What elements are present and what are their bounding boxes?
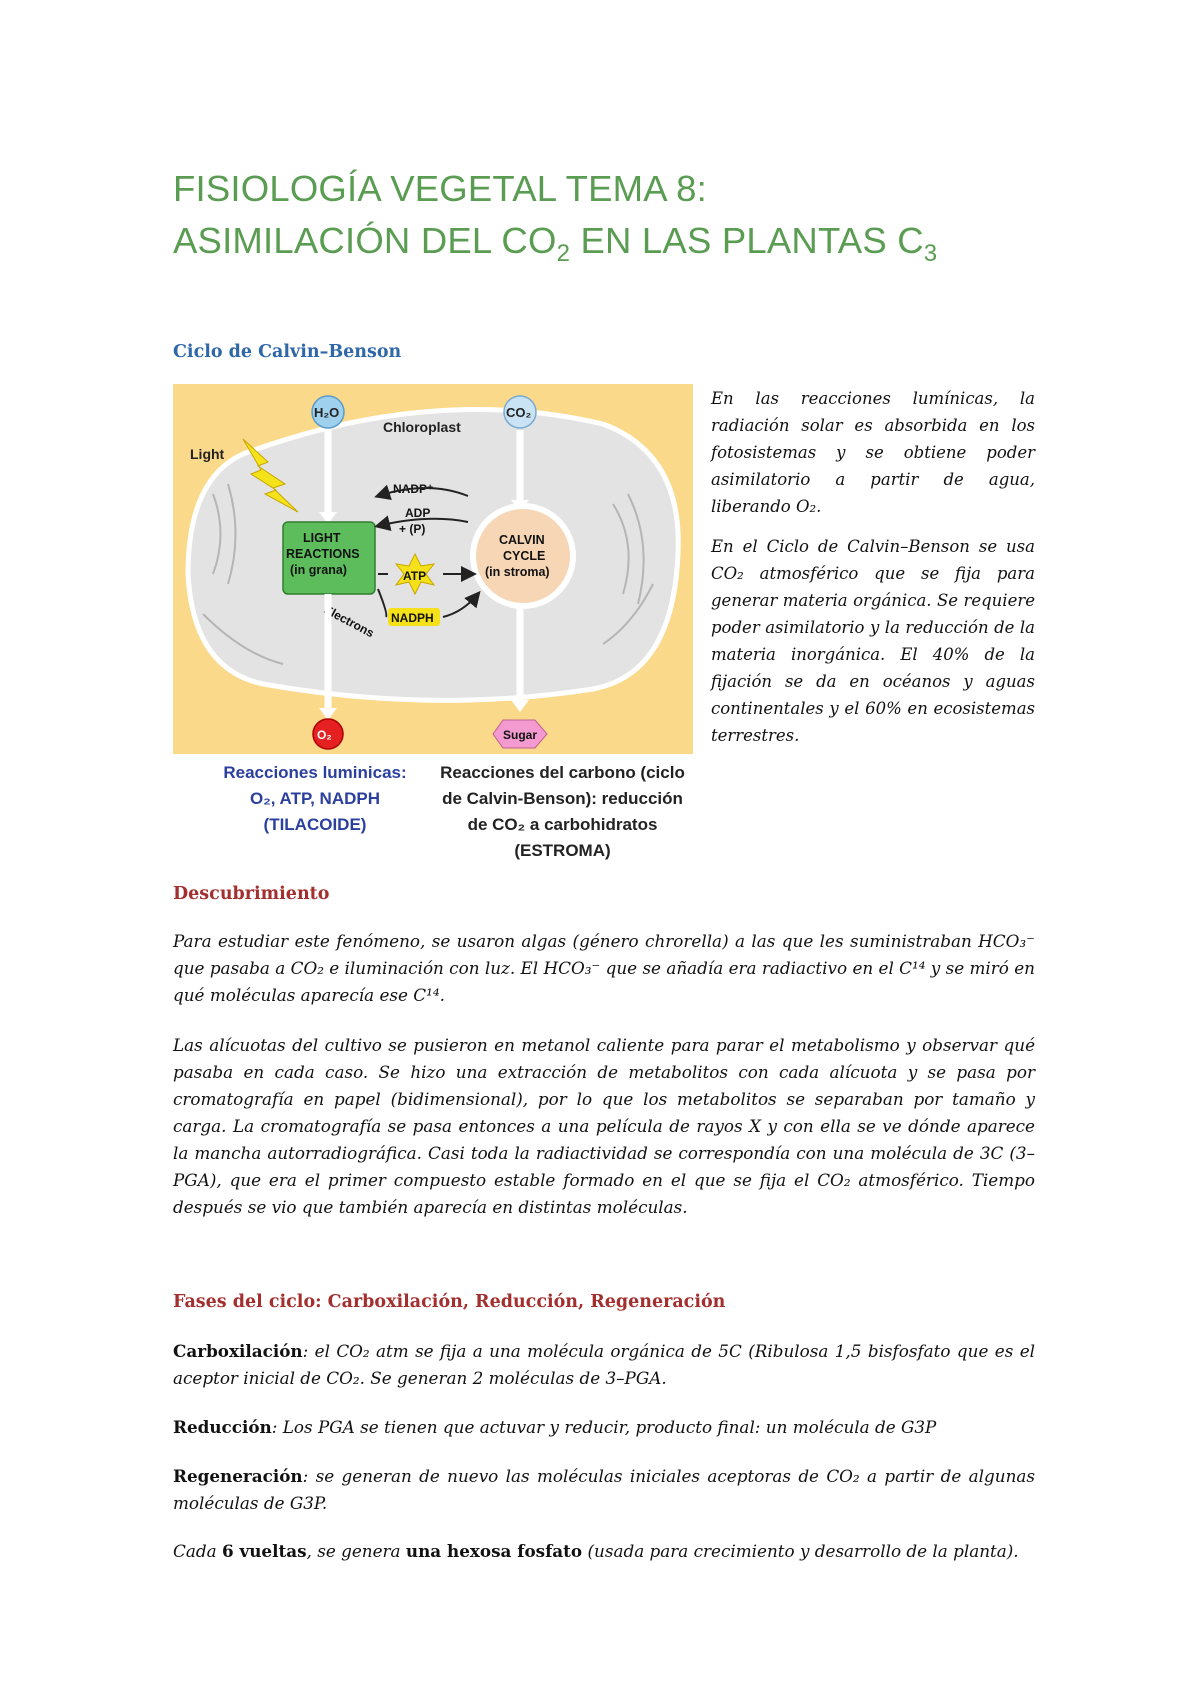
side-paragraph-1: En las reacciones lumínicas, la radiación solar es absorbida en los fotosistemas y se obtiene poder asimilatorio a partir de agua, liberando O₂. (711, 389, 1035, 516)
chloroplast-diagram (173, 384, 693, 754)
label-co2: CO₂ (506, 405, 532, 420)
summary-d: una hexosa fosfato (405, 1541, 583, 1561)
phase-reduction (173, 1414, 1035, 1441)
discovery-paragraph-1: Para estudiar este fenómeno, se usaron algas (género chrorella) a las que les suministraban HCO₃⁻ que pasaba a CO₂ e iluminación con luz. El HCO₃⁻ que se añadía era radiactivo en el C¹⁴ y se miró en qué moléculas aparecía ese C¹⁴. (173, 931, 1035, 1005)
label-nadph: NADPH (391, 611, 434, 625)
label-plus-p: + (P) (399, 522, 426, 536)
summary-b: 6 vueltas (221, 1541, 307, 1561)
title-line-2: ASIMILACIÓN DEL $CO_2$ EN LAS PLANTAS $C_3$ (173, 220, 938, 267)
label-chloroplast: Chloroplast (383, 419, 461, 435)
label-light-reactions-1: LIGHT (303, 531, 341, 545)
document-title (173, 163, 937, 280)
summary-a: Cada (173, 1541, 222, 1561)
label-adp: ADP (405, 506, 431, 520)
title-line-1: FISIOLOGÍA VEGETAL TEMA 8: (173, 168, 707, 209)
caption-right-line-1: Reacciones del carbono (ciclo (440, 763, 685, 782)
term-regeneration: Regeneración (173, 1466, 303, 1486)
label-calvin-2: CYCLE (503, 549, 546, 563)
caption-right-line-4: (ESTROMA) (514, 841, 611, 860)
side-paragraph-2: En el Ciclo de Calvin–Benson se usa CO₂ atmosférico que se fija para generar materia orgánica. Se requiere poder asimilatorio y la reducción de la materia inorgánica. El 40% de la fijación se da en océanos y aguas continentales y el 60% en ecosistemas terrestres. (711, 537, 1035, 745)
side-text (711, 385, 1035, 749)
caption-left-line-1: Reacciones luminicas: (223, 763, 407, 782)
heading-descubrimiento: Descubrimiento (173, 884, 330, 904)
label-o2: O₂ (317, 728, 332, 742)
caption-carbon-reactions (425, 760, 700, 864)
text-regeneration: : se generan de nuevo las moléculas iniciales aceptoras de CO₂ a partir de algunas moléculas de G3P. (173, 1466, 1035, 1513)
label-sugar: Sugar (503, 728, 538, 742)
label-calvin-1: CALVIN (499, 533, 545, 547)
label-calvin-3: (in stroma) (485, 565, 550, 579)
phase-carboxylation (173, 1338, 1035, 1392)
heading-fases-del-ciclo: Fases del ciclo: Carboxilación, Reducción, Regeneración (173, 1292, 726, 1312)
label-nadp: NADP⁺ (393, 482, 434, 496)
caption-right-line-3: de CO₂ a carbohidratos (467, 815, 658, 834)
phase-summary (173, 1538, 1035, 1565)
label-atp: ATP (403, 569, 427, 583)
caption-left-line-3: (TILACOIDE) (263, 815, 367, 834)
text-reduction: : Los PGA se tienen que actuvar y reducir, producto final: un molécula de G3P (271, 1417, 937, 1437)
label-electrons: Electrons (321, 602, 377, 641)
term-carboxylation: Carboxilación (173, 1341, 303, 1361)
term-reduction: Reducción (173, 1417, 272, 1437)
caption-right-line-2: de Calvin-Benson): reducción (442, 789, 683, 808)
label-h2o: H₂O (314, 405, 340, 420)
discovery-paragraph-2: Las alícuotas del cultivo se pusieron en metanol caliente para parar el metabolismo y observar qué pasaba en cada caso. Se hizo una extracción de metabolitos con cada alícuota y se pasa por cromatografía en papel (bidimensional), por lo que los metabolitos se separaban por tamaño y carga. La cromatografía se pasa entonces a una película de rayos X y con ella se ve dónde aparece la mancha autorradiográfica. Casi toda la radiactividad se correspondía con una molécula de 3C (3–PGA), que era el primer compuesto estable formado en el que se fija el CO₂ atmosférico. Tiempo después se vio que también aparecía en distintas moléculas. (173, 1035, 1035, 1217)
phase-regeneration (173, 1463, 1035, 1517)
heading-calvin-benson: Ciclo de Calvin–Benson (173, 342, 402, 362)
caption-light-reactions (200, 760, 430, 838)
label-light: Light (190, 446, 225, 462)
caption-left-line-2: O₂, ATP, NADPH (249, 789, 381, 808)
summary-c: , se genera (306, 1541, 406, 1561)
summary-e: (usada para crecimiento y desarrollo de la planta). (582, 1541, 1019, 1561)
text-carboxylation: : el CO₂ atm se fija a una molécula orgánica de 5C (Ribulosa 1,5 bisfosfato que es el aceptor inicial de CO₂. Se generan 2 moléculas de 3–PGA. (173, 1341, 1035, 1388)
label-light-reactions-2: REACTIONS (286, 547, 360, 561)
label-light-reactions-3: (in grana) (290, 563, 347, 577)
